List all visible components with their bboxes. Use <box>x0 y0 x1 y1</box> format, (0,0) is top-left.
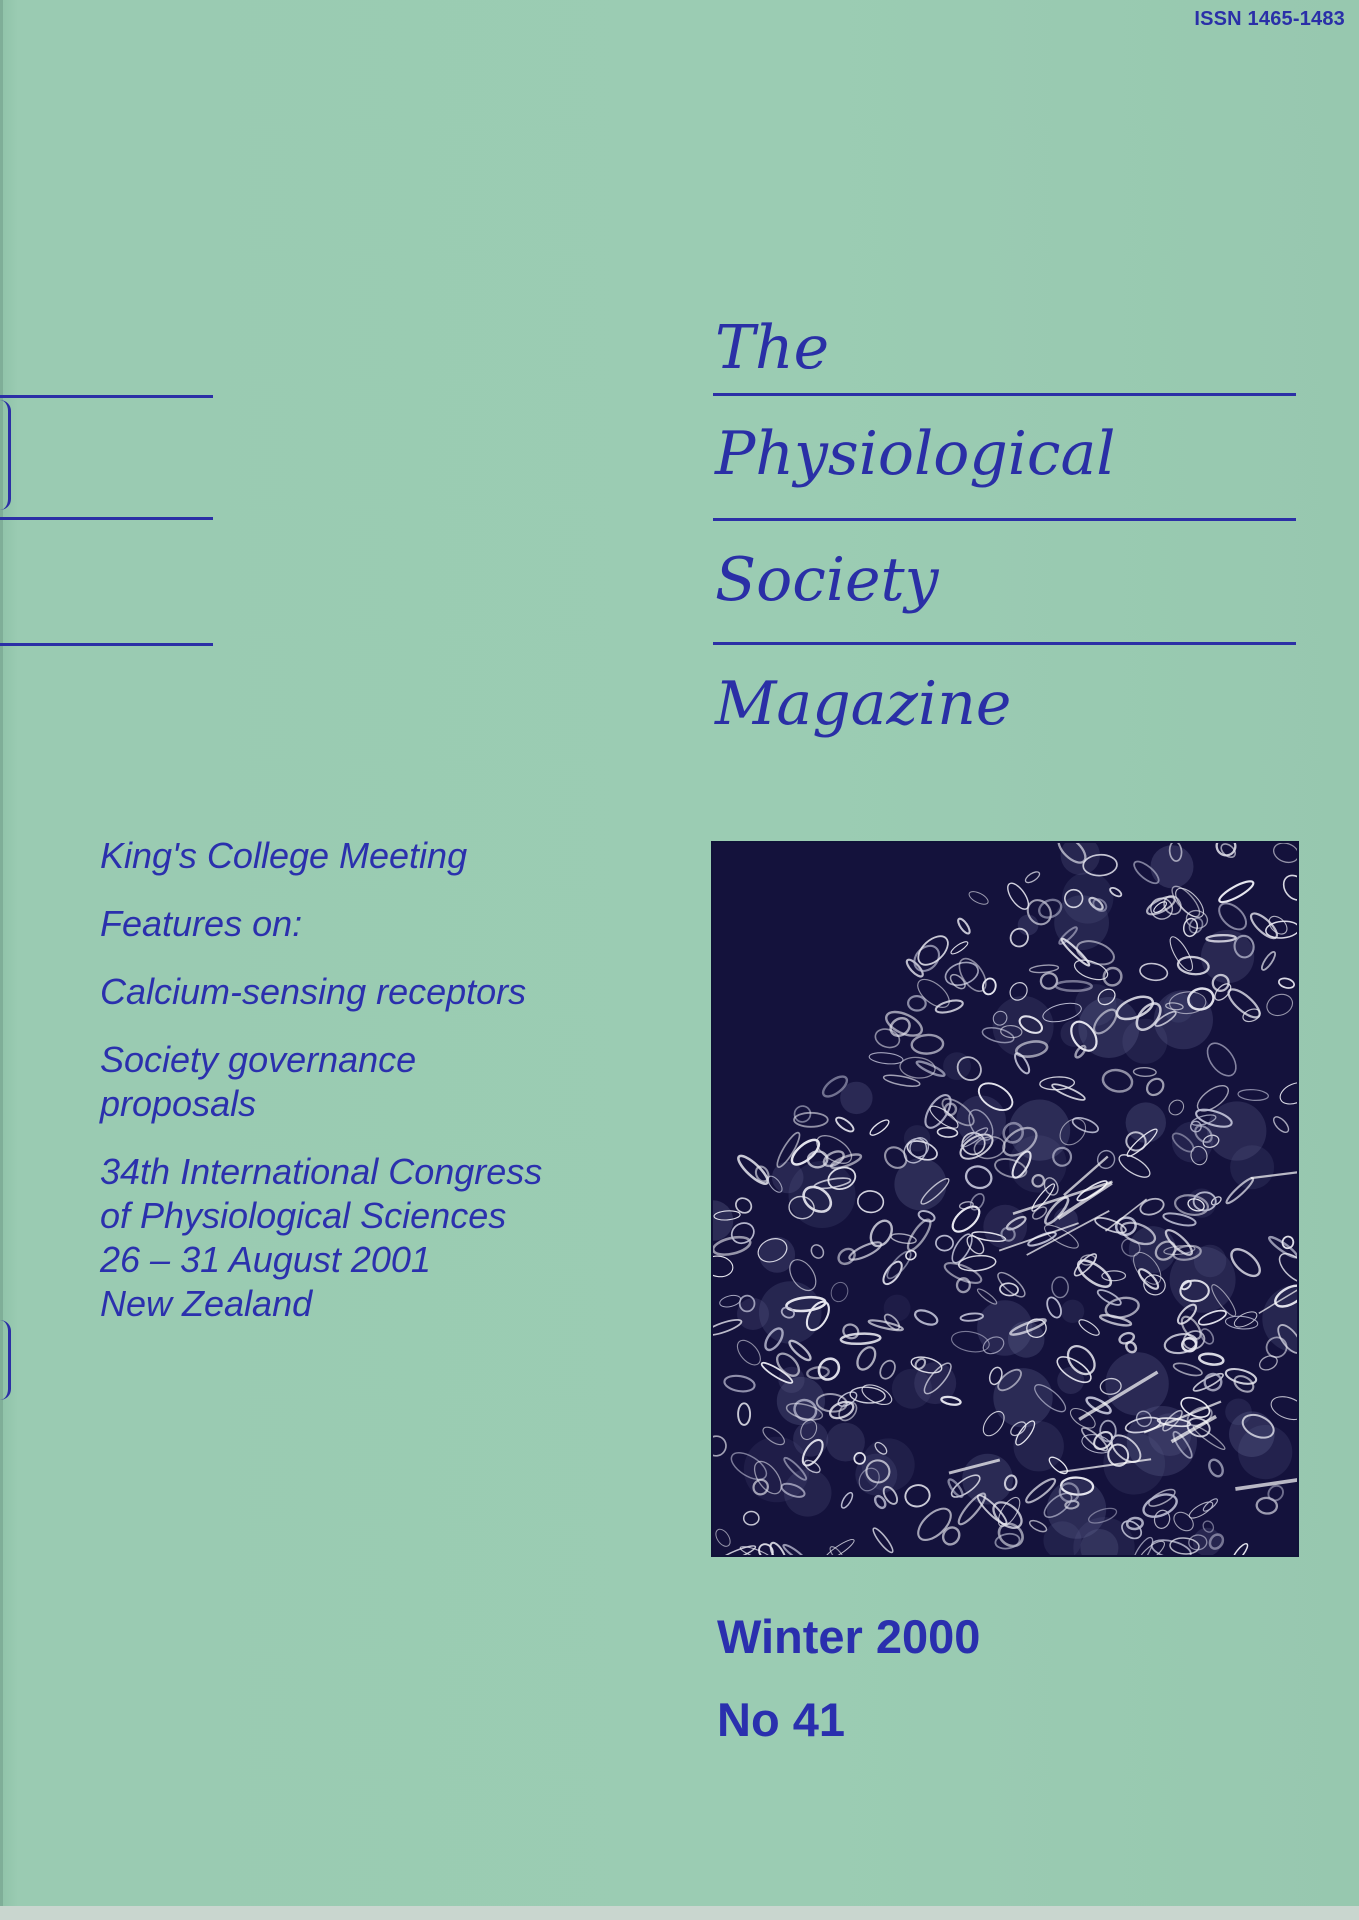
micrograph-texture <box>713 843 1297 1555</box>
contents-item-features <box>100 902 620 946</box>
contents-line: 34th International Congress <box>100 1151 543 1192</box>
contents-line: Calcium-sensing receptors <box>100 971 527 1012</box>
contents-line: of Physiological Sciences <box>100 1195 507 1236</box>
contents-line: King's College Meeting <box>100 835 468 876</box>
staple-mark-bottom <box>0 1320 11 1400</box>
left-rule-1 <box>0 395 213 398</box>
title-rule-2 <box>713 518 1296 521</box>
title-rule-3 <box>713 642 1296 645</box>
bottom-edge <box>0 1906 1359 1920</box>
title-word-the: The <box>715 313 830 383</box>
contents-item-congress <box>100 1150 620 1326</box>
cover-micrograph <box>713 843 1297 1555</box>
contents-item-calcium <box>100 970 620 1014</box>
title-word-society: Society <box>715 545 939 615</box>
staple-mark-top <box>0 400 11 510</box>
contents-item-governance <box>100 1038 620 1126</box>
contents-line: New Zealand <box>100 1283 313 1324</box>
contents-item-kings-college <box>100 834 620 878</box>
issn-number: ISSN 1465-1483 <box>1194 8 1345 30</box>
contents-line: proposals <box>100 1083 257 1124</box>
contents-line: 26 – 31 August 2001 <box>100 1239 431 1280</box>
title-word-magazine: Magazine <box>715 669 1012 739</box>
issue-number: No 41 <box>717 1693 845 1746</box>
contents-line: Society governance <box>100 1039 417 1080</box>
contents-list <box>100 834 620 1350</box>
contents-line: Features on: <box>100 903 303 944</box>
micrograph-drawing <box>713 843 1297 1555</box>
left-rule-2 <box>0 517 213 520</box>
spine-edge <box>0 0 3 1920</box>
title-word-physiological: Physiological <box>715 419 1116 489</box>
title-rule-1 <box>713 393 1296 396</box>
issue-season: Winter 2000 <box>717 1610 981 1663</box>
left-rule-3 <box>0 643 213 646</box>
